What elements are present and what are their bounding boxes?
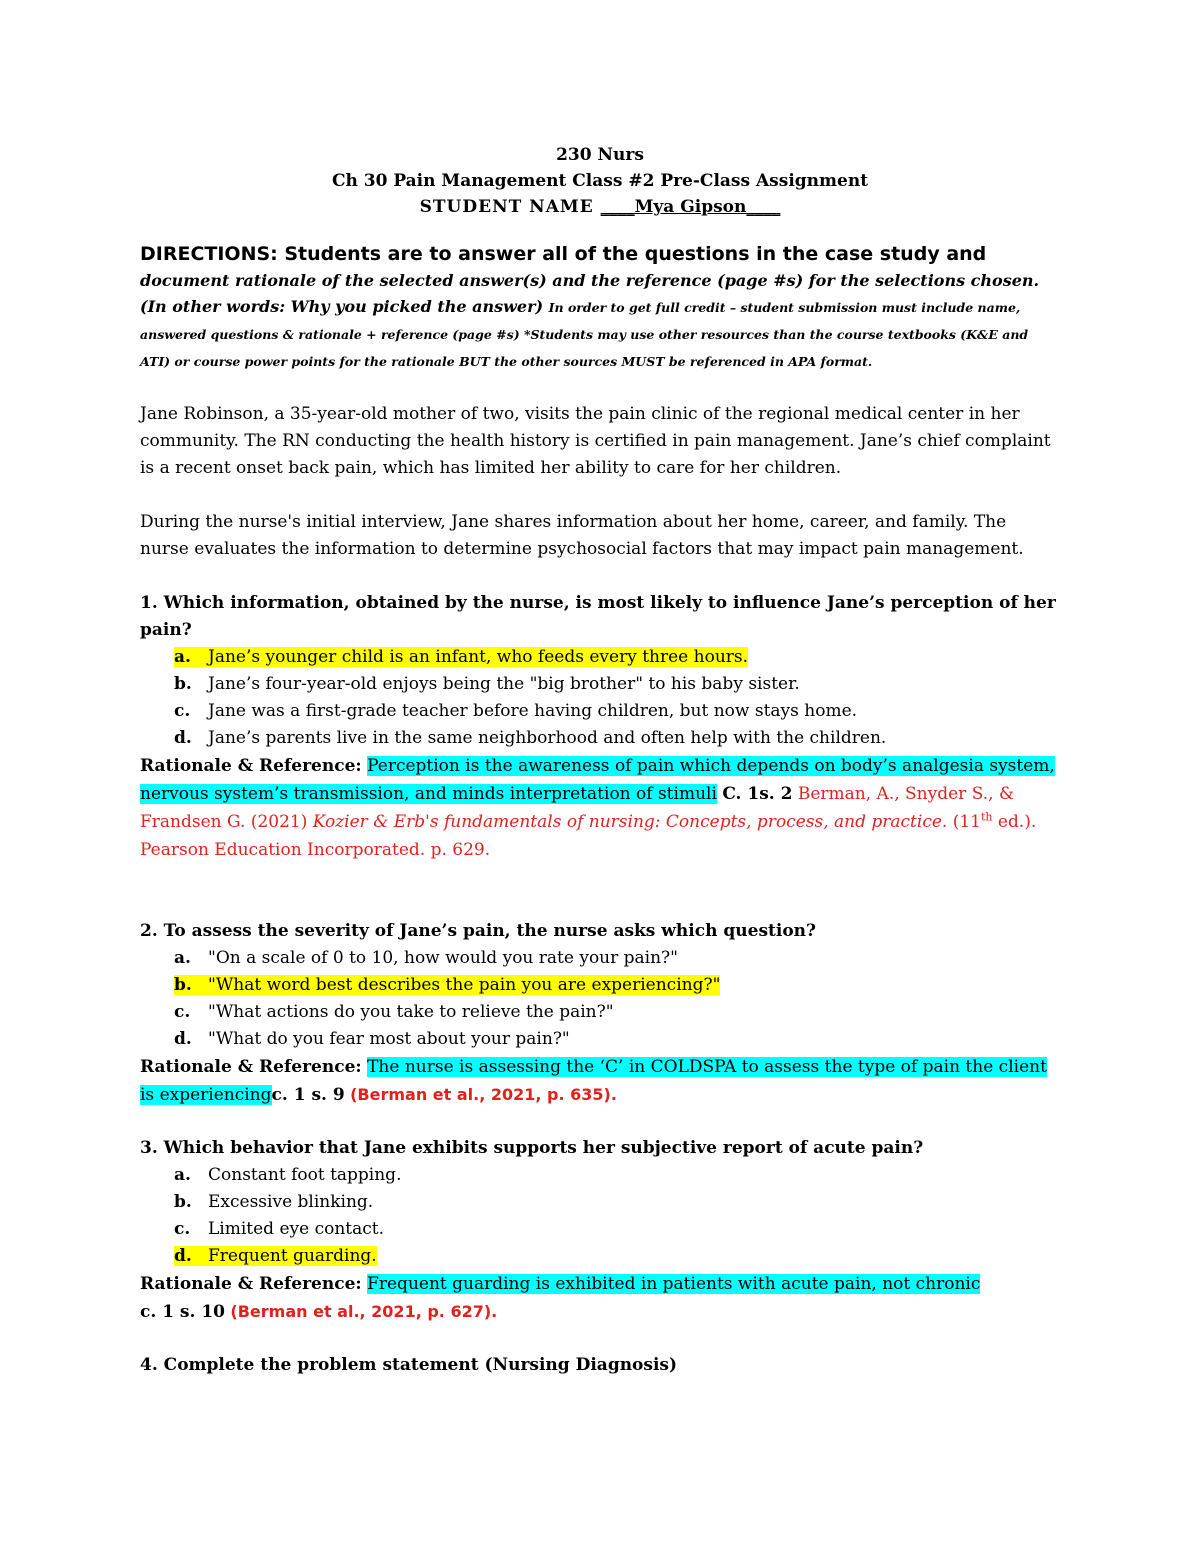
student-blank-post: ____	[746, 197, 781, 217]
directions-italic-text: document rationale of the selected answer(s) and the reference (page #s) for the selections chosen. (In other words: Why you picked the answer)	[140, 271, 1040, 316]
option-letter: a.	[174, 948, 191, 968]
question-3: 3. Which behavior that Jane exhibits supports her subjective report of acute pain?	[140, 1138, 924, 1158]
option-letter: a.	[174, 647, 191, 667]
student-name: Mya Gipson	[634, 197, 747, 217]
reference-edition-sup: th	[980, 810, 993, 824]
student-name-line	[140, 194, 1060, 220]
question-1-rationale	[140, 752, 1060, 864]
q3-option-a	[174, 1162, 1060, 1189]
q3-option-c	[174, 1216, 1060, 1243]
option-letter: c.	[174, 1219, 191, 1239]
rationale-code: C. 1s. 2	[722, 784, 793, 804]
option-letter: d.	[174, 728, 192, 748]
question-3-rationale	[140, 1270, 1060, 1326]
rationale-label: Rationale & Reference:	[140, 1274, 362, 1294]
q1-option-d	[174, 725, 1060, 752]
option-text: Jane’s four-year-old enjoys being the "big brother" to his baby sister.	[208, 674, 800, 694]
option-text: Limited eye contact.	[208, 1219, 385, 1239]
option-text: Constant foot tapping.	[208, 1165, 402, 1185]
q2-option-a	[174, 945, 1060, 972]
option-text: Frequent guarding.	[208, 1246, 377, 1266]
q2-option-d	[174, 1026, 1060, 1053]
q3-option-b	[174, 1189, 1060, 1216]
option-text: "What actions do you take to relieve the pain?"	[208, 1002, 614, 1022]
rationale-code: c. 1 s. 9	[271, 1085, 345, 1105]
option-letter: b.	[174, 975, 192, 995]
option-text: "What word best describes the pain you are experiencing?"	[208, 975, 721, 995]
scenario-paragraph-1: Jane Robinson, a 35-year-old mother of two, visits the pain clinic of the regional medical center in her community. The RN conducting the health history is certified in pain management. Jane’s chief complaint is a recent onset back pain, which has limited her ability to care for her children.	[140, 404, 1051, 478]
question-2-rationale	[140, 1053, 1060, 1109]
rationale-code: c. 1 s. 10	[140, 1302, 225, 1322]
option-letter: c.	[174, 701, 191, 721]
q2-option-b	[174, 972, 1060, 999]
q1-option-a	[174, 644, 1060, 671]
option-text: "What do you fear most about your pain?"	[208, 1029, 570, 1049]
option-text: Excessive blinking.	[208, 1192, 374, 1212]
student-blank-pre: ____	[600, 197, 635, 217]
q1-option-b	[174, 671, 1060, 698]
option-letter: d.	[174, 1029, 192, 1049]
directions-block	[140, 240, 1060, 375]
directions-main: DIRECTIONS: Students are to answer all of the questions in the case study and	[140, 243, 987, 265]
reference-citation: (Berman et al., 2021, p. 627).	[230, 1302, 498, 1321]
option-text: "On a scale of 0 to 10, how would you rate your pain?"	[208, 948, 678, 968]
question-4: 4. Complete the problem statement (Nursing Diagnosis)	[140, 1355, 678, 1375]
rationale-text: Perception is the awareness of pain which depends on body’s analgesia system, nervous system’s transmission, and minds interpretation of stimuli	[140, 756, 1055, 804]
course-number: 230 Nurs	[556, 145, 644, 165]
q3-option-d	[174, 1243, 1060, 1270]
assignment-title: Ch 30 Pain Management Class #2 Pre-Class Assignment	[331, 171, 869, 191]
rationale-text: Frequent guarding is exhibited in patients with acute pain, not chronic	[367, 1274, 981, 1294]
directions-italic	[140, 268, 1060, 375]
question-3-options	[140, 1162, 1060, 1270]
student-name-label: STUDENT NAME	[419, 197, 601, 217]
option-text: Jane’s younger child is an infant, who feeds every three hours.	[208, 647, 749, 667]
reference-edition-post: ed.). Pearson Education Incorporated. p. 629.	[140, 812, 1037, 860]
question-2-options	[140, 945, 1060, 1053]
question-2: 2. To assess the severity of Jane’s pain, the nurse asks which question?	[140, 921, 816, 941]
rationale-text: The nurse is assessing the ‘C’ in COLDSPA to assess the type of pain the client is experiencing	[140, 1057, 1047, 1105]
document-header	[140, 142, 1060, 220]
reference-authors: Berman, A., Snyder S., & Frandsen G. (2021)	[140, 784, 1015, 832]
directions-small-text: In order to get full credit – student submission must include name, answered questions & rationale + reference (page #s) *Students may use other resources than the course textbooks (K&E and ATI) or course power points for the rationale BUT the other sources MUST be referenced in APA format.	[140, 300, 1029, 369]
option-letter: c.	[174, 1002, 191, 1022]
option-text: Jane’s parents live in the same neighborhood and often help with the children.	[208, 728, 887, 748]
question-1: 1. Which information, obtained by the nurse, is most likely to influence Jane’s perception of her pain?	[140, 593, 1056, 640]
question-1-options	[140, 644, 1060, 752]
reference-title: Kozier & Erb's fundamentals of nursing: Concepts, process, and practice	[312, 812, 942, 832]
reference-citation: (Berman et al., 2021, p. 635).	[350, 1085, 617, 1104]
q1-option-c	[174, 698, 1060, 725]
option-letter: b.	[174, 1192, 192, 1212]
option-letter: d.	[174, 1246, 192, 1266]
rationale-label: Rationale & Reference:	[140, 1057, 362, 1077]
option-letter: a.	[174, 1165, 191, 1185]
rationale-label: Rationale & Reference:	[140, 756, 362, 776]
option-letter: b.	[174, 674, 192, 694]
q2-option-c	[174, 999, 1060, 1026]
scenario-paragraph-2: During the nurse's initial interview, Jane shares information about her home, career, and family. The nurse evaluates the information to determine psychosocial factors that may impact pain management.	[140, 512, 1024, 559]
reference-edition-pre: . (11	[941, 812, 981, 832]
option-text: Jane was a first-grade teacher before having children, but now stays home.	[208, 701, 858, 721]
